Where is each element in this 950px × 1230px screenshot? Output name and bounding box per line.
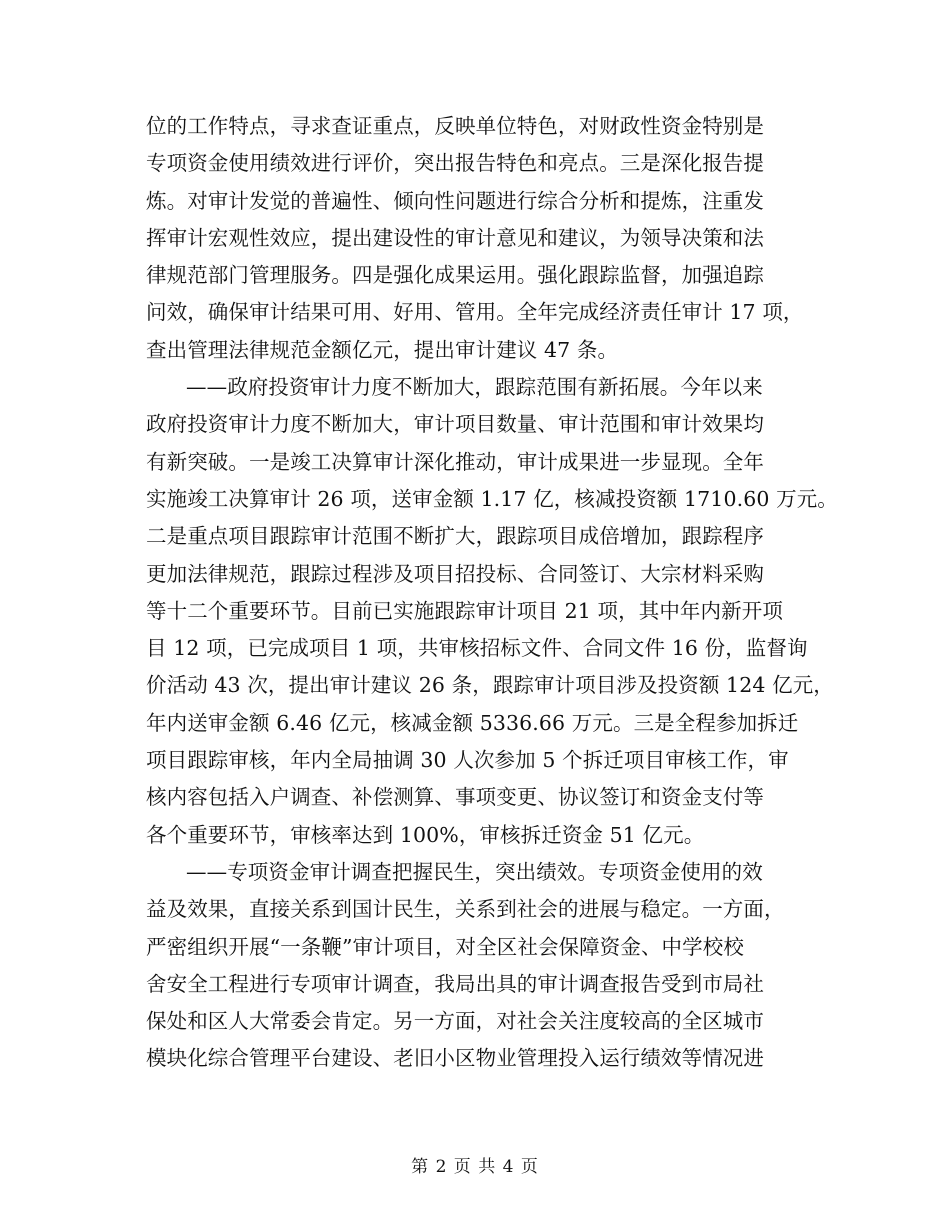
text-line: 目 12 项，已完成项目 1 项，共审核招标文件、合同文件 16 份，监督询 (146, 636, 808, 661)
text-line: 严密组织开展“一条鞭”审计项目，对全区社会保障资金、中学校校 (146, 934, 744, 959)
page-number-footer: 第 2 页 共 4 页 (411, 1157, 539, 1177)
text-line: 各个重要环节，审核率达到 100%，审核拆迁资金 51 亿元。 (146, 822, 705, 847)
text-line: 益及效果，直接关系到国计民生，关系到社会的进展与稳定。一方面， (146, 897, 785, 922)
text-line: 价活动 43 次，提出审计建议 26 条，跟踪审计项目涉及投资额 124 亿元， (146, 673, 834, 698)
text-line: 问效，确保审计结果可用、好用、管用。全年完成经济责任审计 17 项， (146, 300, 804, 325)
text-line: 实施竣工决算审计 26 项，送审金额 1.17 亿，核减投资额 1710.60 万元。 (146, 486, 838, 511)
text-line: 核内容包括入户调查、补偿测算、事项变更、协议签订和资金支付等 (146, 785, 764, 810)
text-line: 挥审计宏观性效应，提出建设性的审计意见和建议，为领导决策和法 (146, 225, 764, 250)
text-line: 有新突破。一是竣工决算审计深化推动，审计成果进一步显现。全年 (146, 449, 764, 474)
text-line: 项目跟踪审核，年内全局抽调 30 人次参加 5 个拆迁项目审核工作，审 (146, 748, 789, 773)
text-line: 舍安全工程进行专项审计调查，我局出具的审计调查报告受到市局社 (146, 971, 764, 996)
text-line: 位的工作特点，寻求查证重点，反映单位特色，对财政性资金特别是 (146, 114, 764, 138)
text-line: 炼。对审计发觉的普遍性、倾向性问题进行综合分析和提炼，注重发 (146, 188, 764, 213)
text-line: 政府投资审计力度不断加大，审计项目数量、审计范围和审计效果均 (146, 412, 764, 437)
text-line: 二是重点项目跟踪审计范围不断扩大，跟踪项目成倍增加，跟踪程序 (146, 524, 764, 549)
text-line: 等十二个重要环节。目前已实施跟踪审计项目 21 项，其中年内新开项 (146, 598, 783, 623)
text-line: 查出管理法律规范金额亿元，提出审计建议 47 条。 (146, 337, 619, 362)
text-line: 更加法律规范，跟踪过程涉及项目招投标、合同签订、大宗材料采购 (146, 561, 764, 586)
text-line: 专项资金使用绩效进行评价，突出报告特色和亮点。三是深化报告提 (146, 151, 764, 176)
paragraph-heading-line: ——专项资金审计调查把握民生，突出绩效。专项资金使用的效 (186, 859, 763, 884)
body-text (146, 108, 838, 1078)
text-line: 年内送审金额 6.46 亿元，核减金额 5336.66 万元。三是全程参加拆迁 (146, 710, 799, 735)
text-line: 律规范部门管理服务。四是强化成果运用。强化跟踪监督，加强追踪 (146, 263, 764, 288)
paragraph-heading-line: ——政府投资审计力度不断加大，跟踪范围有新拓展。今年以来 (186, 375, 763, 400)
text-line: 保处和区人大常委会肯定。另一方面，对社会关注度较高的全区城市 (146, 1009, 764, 1034)
text-line: 模块化综合管理平台建设、老旧小区物业管理投入运行绩效等情况进 (146, 1046, 764, 1071)
